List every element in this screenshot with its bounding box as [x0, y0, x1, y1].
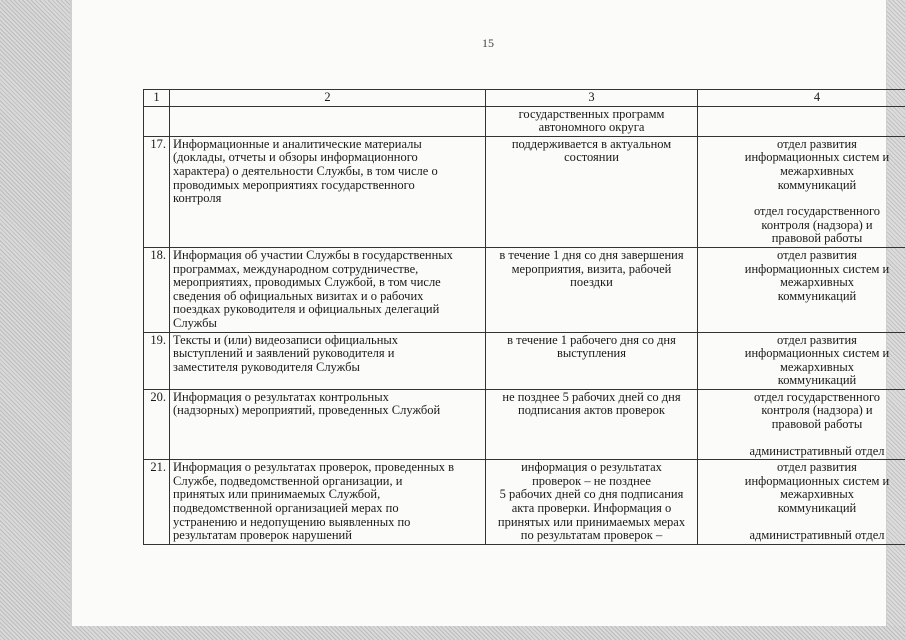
- responsible-line: отдел государственного: [753, 389, 881, 404]
- page-number: 15: [482, 36, 494, 50]
- responsible-cell: [698, 460, 905, 545]
- deadline-line: государственных программ: [518, 106, 665, 121]
- responsible-line: отдел развития: [777, 460, 857, 475]
- info-line: Службе, подведомственной организации, и: [173, 473, 403, 488]
- deadline-line: акта проверки. Информация о: [511, 501, 672, 516]
- info-cell: [170, 136, 486, 247]
- deadline-line: выступления: [556, 346, 626, 361]
- responsible-cell: [698, 136, 905, 247]
- table-row: [144, 247, 905, 332]
- table-header-row: [144, 90, 905, 107]
- responsible-line: межархивных: [779, 163, 855, 178]
- info-line: Информация об участии Службы в государственных: [173, 247, 453, 262]
- deadline-cell: [486, 460, 698, 545]
- responsible-line: коммуникаций: [777, 373, 857, 388]
- responsible-line: административный отдел: [749, 443, 885, 458]
- deadline-line: поездки: [570, 275, 613, 290]
- responsible-line: информационных систем и: [744, 346, 890, 361]
- table-row: [144, 389, 905, 459]
- info-line: заместителя руководителя Службы: [173, 359, 360, 374]
- column-header-4: 4: [698, 90, 905, 107]
- scan-border-bottom: [0, 626, 905, 640]
- deadline-line: мероприятия, визита, рабочей: [511, 261, 672, 276]
- scan-border-left: [0, 0, 70, 640]
- responsible-line: информационных систем и: [744, 150, 890, 165]
- table-row: [144, 332, 905, 389]
- row-number: 20.: [144, 389, 170, 459]
- info-line: результатам проверок нарушений: [173, 528, 352, 543]
- deadline-line: 5 рабочих дней со дня подписания: [499, 487, 684, 502]
- responsible-line: отдел развития: [777, 247, 857, 262]
- responsible-cell: [698, 389, 905, 459]
- responsible-line: межархивных: [779, 359, 855, 374]
- deadline-line: проверок – не позднее: [532, 473, 651, 488]
- table-body: [144, 106, 905, 544]
- column-header-2: 2: [170, 90, 486, 107]
- info-line: устранению и недопущению выявленных по: [173, 514, 411, 529]
- info-line: (надзорных) мероприятий, проведенных Службой: [173, 403, 441, 418]
- table-row: [144, 136, 905, 247]
- column-header-3: 3: [486, 90, 698, 107]
- info-line: характера) о деятельности Службы, в том числе о: [173, 163, 438, 178]
- row-number: [144, 106, 170, 136]
- row-number: 17.: [144, 136, 170, 247]
- deadline-cell: [486, 106, 698, 136]
- responsible-cell: [698, 106, 905, 136]
- info-line: контроля: [173, 191, 222, 206]
- row-number: 21.: [144, 460, 170, 545]
- info-cell: [170, 247, 486, 332]
- deadline-line: по результатам проверок –: [520, 528, 663, 543]
- deadline-line: в течение 1 дня со дня завершения: [499, 247, 684, 262]
- deadline-line: подписания актов проверок: [518, 403, 665, 418]
- info-line: Тексты и (или) видеозаписи официальных: [173, 332, 399, 347]
- row-number: 18.: [144, 247, 170, 332]
- column-header-1: 1: [144, 90, 170, 107]
- responsible-line: коммуникаций: [777, 501, 857, 516]
- info-line: проводимых мероприятиях государственного: [173, 177, 415, 192]
- responsible-line: информационных систем и: [744, 473, 890, 488]
- deadline-line: информация о результатах: [521, 460, 662, 475]
- info-line: Информация о результатах контрольных: [173, 389, 389, 404]
- responsible-line: правовой работы: [771, 417, 863, 432]
- document-page: [72, 0, 890, 626]
- info-line: принятых или принимаемых Службой,: [173, 487, 381, 502]
- row-number: 19.: [144, 332, 170, 389]
- deadline-cell: [486, 389, 698, 459]
- info-cell: [170, 389, 486, 459]
- table-row: [144, 106, 905, 136]
- deadline-line: поддерживается в актуальном: [511, 136, 672, 151]
- responsible-line: контроля (надзора) и: [761, 217, 873, 232]
- info-line: программах, международном сотрудничестве,: [173, 261, 419, 276]
- info-cell: [170, 332, 486, 389]
- responsible-line: отдел развития: [777, 136, 857, 151]
- info-line: поездках руководителя и официальных делегаций: [173, 302, 440, 317]
- responsible-line: контроля (надзора) и: [761, 403, 873, 418]
- deadline-cell: [486, 332, 698, 389]
- registry-table: [143, 89, 905, 545]
- deadline-line: принятых или принимаемых мерах: [497, 514, 686, 529]
- info-line: выступлений и заявлений руководителя и: [173, 346, 395, 361]
- deadline-line: состоянии: [564, 150, 619, 165]
- info-line: подведомственной организацией мерах по: [173, 501, 399, 516]
- responsible-cell: [698, 332, 905, 389]
- deadline-line: в течение 1 рабочего дня со дня: [507, 332, 676, 347]
- info-line: Информация о результатах проверок, проведенных в: [173, 460, 455, 475]
- responsible-line: правовой работы: [771, 231, 863, 246]
- info-cell: [170, 106, 486, 136]
- responsible-line: отдел государственного: [753, 204, 881, 219]
- info-line: (доклады, отчеты и обзоры информационного: [173, 150, 418, 165]
- info-line: Службы: [173, 315, 217, 330]
- deadline-line: не позднее 5 рабочих дней со дня: [502, 389, 681, 404]
- responsible-line: информационных систем и: [744, 261, 890, 276]
- info-line: Информационные и аналитические материалы: [173, 136, 422, 151]
- deadline-line: автономного округа: [538, 120, 645, 135]
- responsible-cell: [698, 247, 905, 332]
- deadline-cell: [486, 247, 698, 332]
- responsible-line: коммуникаций: [777, 177, 857, 192]
- responsible-line: административный отдел: [749, 527, 885, 542]
- info-line: мероприятиях, проводимых Службой, в том числе: [173, 275, 441, 290]
- deadline-cell: [486, 136, 698, 247]
- info-line: сведения об официальных визитах и о рабочих: [173, 288, 424, 303]
- responsible-line: межархивных: [779, 275, 855, 290]
- table-row: [144, 460, 905, 545]
- info-cell: [170, 460, 486, 545]
- responsible-line: коммуникаций: [777, 288, 857, 303]
- responsible-line: межархивных: [779, 487, 855, 502]
- responsible-line: отдел развития: [777, 332, 857, 347]
